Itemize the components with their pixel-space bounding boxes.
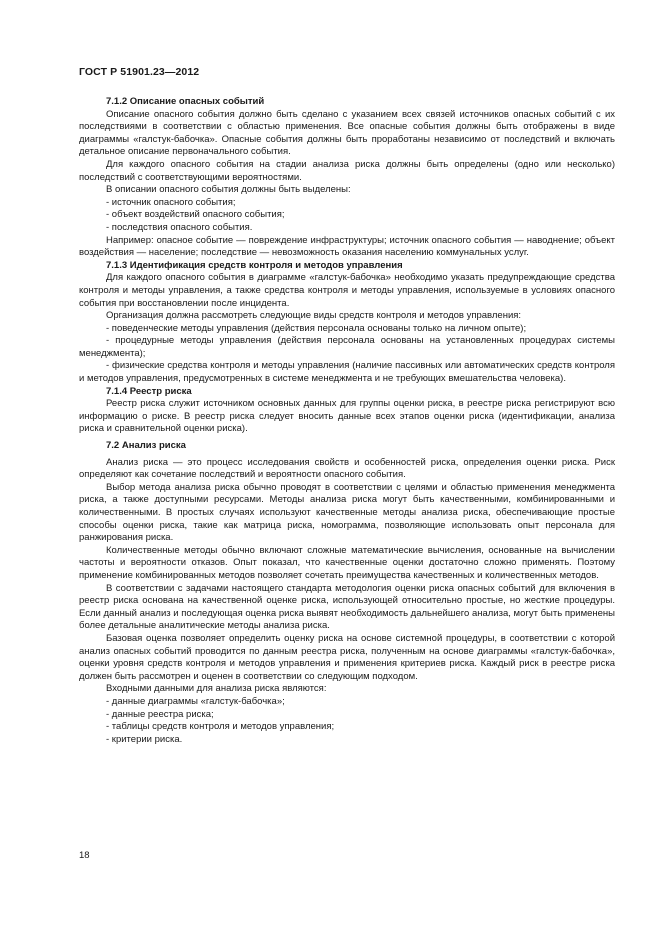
section-heading-7-2: 7.2 Анализ риска	[106, 440, 186, 452]
section-heading-7-1-2: 7.1.2 Описание опасных событий	[106, 96, 265, 107]
list-item: - источник опасного события;	[106, 196, 236, 208]
paragraph: Реестр риска служит источником основных данных для группы оценки риска, в реестре риска регистрируют всю информацию о риске. В реестр риска следует вносить данные всех этапов оценки риска (идентификации, анализа риска и сравнительной оценки риска).	[79, 398, 615, 435]
paragraph: Базовая оценка позволяет определить оценку риска на основе системной процедуры, в соответствии с которой анализ опасных событий проводится по данным реестра риска, полученным на основе диаграммы «галстук-бабочка», оценки уровня средств контроля и методов управления и применения критериев риска. Каждый риск в реестре риска должен быть рассмотрен и оценен в соответствии со следующим подходом.	[79, 632, 615, 682]
paragraph: Для каждого опасного события в диаграмме «галстук-бабочка» необходимо указать предупреждающие средства контроля и методы управления, а также средства контроля и методы управления, используемые в условиях опасного события при восстановлении после инцидента.	[79, 272, 615, 309]
section-heading-7-1-4: 7.1.4 Реестр риска	[106, 385, 192, 397]
paragraph: Входными данными для анализа риска являются:	[106, 683, 327, 695]
list-item: - таблицы средств контроля и методов управления;	[106, 721, 335, 733]
paragraph: Описание опасного события должно быть сделано с указанием всех связей источников опасных событий с их последствиями в соответствии с областью применения. Все опасные события должны быть отображены в виде диаграммы «галстук-бабочка». Опасные события должны быть проработаны независимо от последствий и включать детальное описание первоначального события.	[79, 108, 615, 158]
list-item: - поведенческие методы управления (действия персонала основаны только на личном опыте);	[106, 322, 527, 334]
document-code-header: ГОСТ Р 51901.23—2012	[79, 66, 200, 78]
document-body	[79, 96, 615, 746]
list-item: - физические средства контроля и методы управления (наличие пассивных или автоматических средств контроля и методов управления, предусмотренных в системе менеджмента и не требующих вмешательства человека).	[79, 360, 615, 385]
paragraph: В соответствии с задачами настоящего стандарта методология оценки риска опасных событий для включения в реестр риска основана на качественной оценке риска, использующей относительно простые, но жесткие процедуры. Если данный анализ и последующая оценка риска выявят необходимость дальнейшего анализа, могут быть применены более детальные аналитические методы анализа риска.	[79, 582, 615, 632]
list-item: - данные диаграммы «галстук-бабочка»;	[106, 695, 285, 707]
list-item: - данные реестра риска;	[106, 708, 214, 720]
paragraph: Выбор метода анализа риска обычно проводят в соответствии с целями и областью применения менеджмента риска, а также доступными ресурсами. Методы анализа риска могут быть качественными, комбинированными и количественными. В простых случаях используют качественные методы анализа риска, обеспечивающие простые способы оценки риска, такие как матрица риска, номограмма, позволяющие использовать опыт персонала для ранжирования риска.	[79, 481, 615, 544]
paragraph: В описании опасного события должны быть выделены:	[106, 184, 351, 196]
list-item: - последствия опасного события.	[106, 221, 253, 233]
page-number: 18	[79, 850, 90, 861]
paragraph: Организация должна рассмотреть следующие виды средств контроля и методов управления:	[106, 310, 522, 322]
paragraph: Например: опасное событие — повреждение инфраструктуры; источник опасного события — наводнение; объект воздействия — население; последствие — невозможность оказания населению коммунальных услуг.	[79, 234, 615, 259]
list-item: - критерии риска.	[106, 733, 183, 745]
section-heading-7-1-3: 7.1.3 Идентификация средств контроля и методов управления	[106, 259, 403, 271]
paragraph: Количественные методы обычно включают сложные математические вычисления, основанные на вычислении частоты и вероятности отказов. Опыт показал, что качественные оценки достаточно сложно применять. Поэтому применение комбинированных методов позволяет сочетать преимущества качественных и количественных методов.	[79, 544, 615, 581]
list-item: - объект воздействий опасного события;	[106, 209, 285, 221]
paragraph: Анализ риска — это процесс исследования свойств и особенностей риска, определения оценки риска. Риск определяют как сочетание последствий и вероятности опасного события.	[79, 456, 615, 481]
list-item: - процедурные методы управления (действия персонала основаны на установленных процедурах системы менеджмента);	[79, 335, 615, 359]
paragraph: Для каждого опасного события на стадии анализа риска должны быть определены (одно или несколько) последствий с соответствующими вероятностями.	[79, 158, 615, 183]
